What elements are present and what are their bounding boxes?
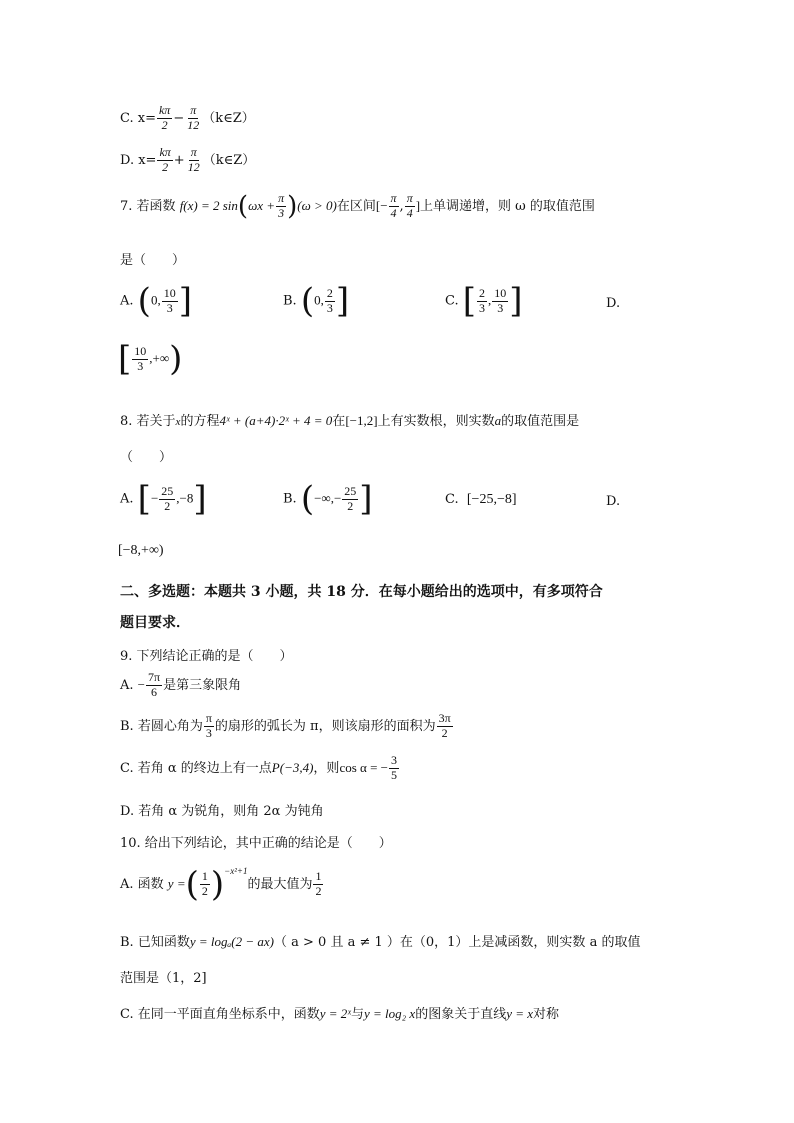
fraction: $\frac{3\pi}{2}$: [438, 711, 451, 740]
q6-option-d: D. x= $\frac{k\pi}{2}$ + $\frac{\pi}{12}$ （k∈Z）: [120, 145, 256, 174]
q7-option-d: [ $\frac{10}{3}$ ,+∞): [118, 339, 183, 379]
q7-option-c: C. [ $\frac{2}{3}$ , $\frac{10}{3}$ ]: [445, 281, 523, 321]
q10-option-b-line2: 范围是（1，2]: [120, 971, 207, 986]
q8-stem: 8. 若关于x的方程4ˣ + (a+4)·2ˣ + 4 = 0在[−1,2]上有实数根，则实数a的取值范围是: [120, 413, 580, 429]
q9-stem: 9. 下列结论正确的是（ ）: [120, 649, 293, 664]
fraction: $\frac{\pi}{4}$: [390, 191, 397, 220]
fraction: $\frac{\pi}{3}$: [278, 191, 285, 220]
q10-option-b: B. 已知函数y = logₐ(2 − ax)（ a > 0 且 a ≠ 1 ）在（0，1）上是减函数，则实数 a 的取值: [120, 934, 641, 950]
fraction: $\frac{\pi}{12}$: [187, 103, 200, 132]
q8-option-a: A. [− $\frac{25}{2}$ ,−8]: [120, 479, 207, 519]
q10-option-a: A. 函数 y =( $\frac{1}{2}$ )$^{-x^2+1}$的最大值为 $\frac{1}{2}$: [120, 864, 322, 905]
fraction: $\frac{1}{2}$: [201, 869, 208, 898]
q6-option-c: C. x= $\frac{k\pi}{2}$ − $\frac{\pi}{12}$ （k∈Z）: [120, 103, 255, 132]
q10-option-c: C. 在同一平面直角坐标系中，函数y = 2ˣ与y = log₂ x的图象关于直线y = x对称: [120, 1006, 560, 1022]
fraction: $\frac{k\pi}{2}$: [159, 145, 171, 174]
q7-option-d-label: D.: [606, 296, 621, 311]
q10-stem: 10. 给出下列结论，其中正确的结论是（ ）: [120, 836, 392, 851]
fraction: $\frac{25}{2}$: [344, 483, 357, 513]
q8-stem-line2: （ ）: [120, 450, 173, 465]
section-heading: 二、多选题：本题共 3 小题，共 18 分．在每小题给出的选项中，有多项符合: [120, 584, 603, 600]
q9-option-d: D. 若角 α 为锐角，则角 2α 为钝角: [120, 804, 324, 819]
q8-option-b: B. (−∞,− $\frac{25}{2}$ ]: [283, 479, 373, 519]
fraction: $\frac{2}{3}$: [326, 285, 333, 315]
q7-option-b: B. (0, $\frac{2}{3}$ ]: [283, 281, 350, 321]
fraction: $\frac{10}{3}$: [163, 285, 176, 315]
fraction: $\frac{1}{2}$: [315, 869, 322, 898]
q9-option-a: A. − $\frac{7\pi}{6}$ 是第三象限角: [120, 670, 242, 699]
section-heading-line2: 题目要求．: [120, 615, 190, 631]
fraction: $\frac{10}{3}$: [134, 343, 147, 373]
fraction: $\frac{k\pi}{2}$: [158, 103, 171, 132]
fraction: $\frac{25}{2}$: [161, 483, 174, 513]
q8-option-d-label: D.: [606, 494, 621, 509]
fraction: $\frac{3}{5}$: [391, 753, 397, 782]
fraction: $\frac{\pi}{3}$: [205, 711, 212, 740]
q7-stem: 7. 若函数 f(x) = 2 sin(ωx + $\frac{\pi}{3}$ )(ω > 0)在区间[− $\frac{\pi}{4}$ , $\frac{\pi}{4}$ ]上单调递增，则 ω 的取值范围: [120, 191, 595, 222]
q9-option-b: B. 若圆心角为 $\frac{\pi}{3}$ 的扇形的弧长为 π，则该扇形的面积为 $\frac{3\pi}{2}$: [120, 711, 451, 740]
fraction: $\frac{\pi}{12}$: [187, 145, 200, 174]
q7-stem-line2: 是（ ）: [120, 253, 186, 268]
q9-option-c: C. 若角 α 的终边上有一点P(−3,4)，则cos α = − $\frac{3}{5}$: [120, 753, 397, 782]
q7-option-a: A. (0, $\frac{10}{3}$ ]: [120, 281, 192, 321]
fraction: $\frac{2}{3}$: [479, 285, 486, 315]
fraction: $\frac{\pi}{4}$: [406, 191, 413, 220]
q8-option-d: [−8,+∞): [118, 543, 164, 558]
fraction: $\frac{7\pi}{6}$: [148, 670, 161, 699]
q8-option-c: C. [−25,−8]: [445, 492, 517, 507]
fraction: $\frac{10}{3}$: [494, 285, 507, 315]
